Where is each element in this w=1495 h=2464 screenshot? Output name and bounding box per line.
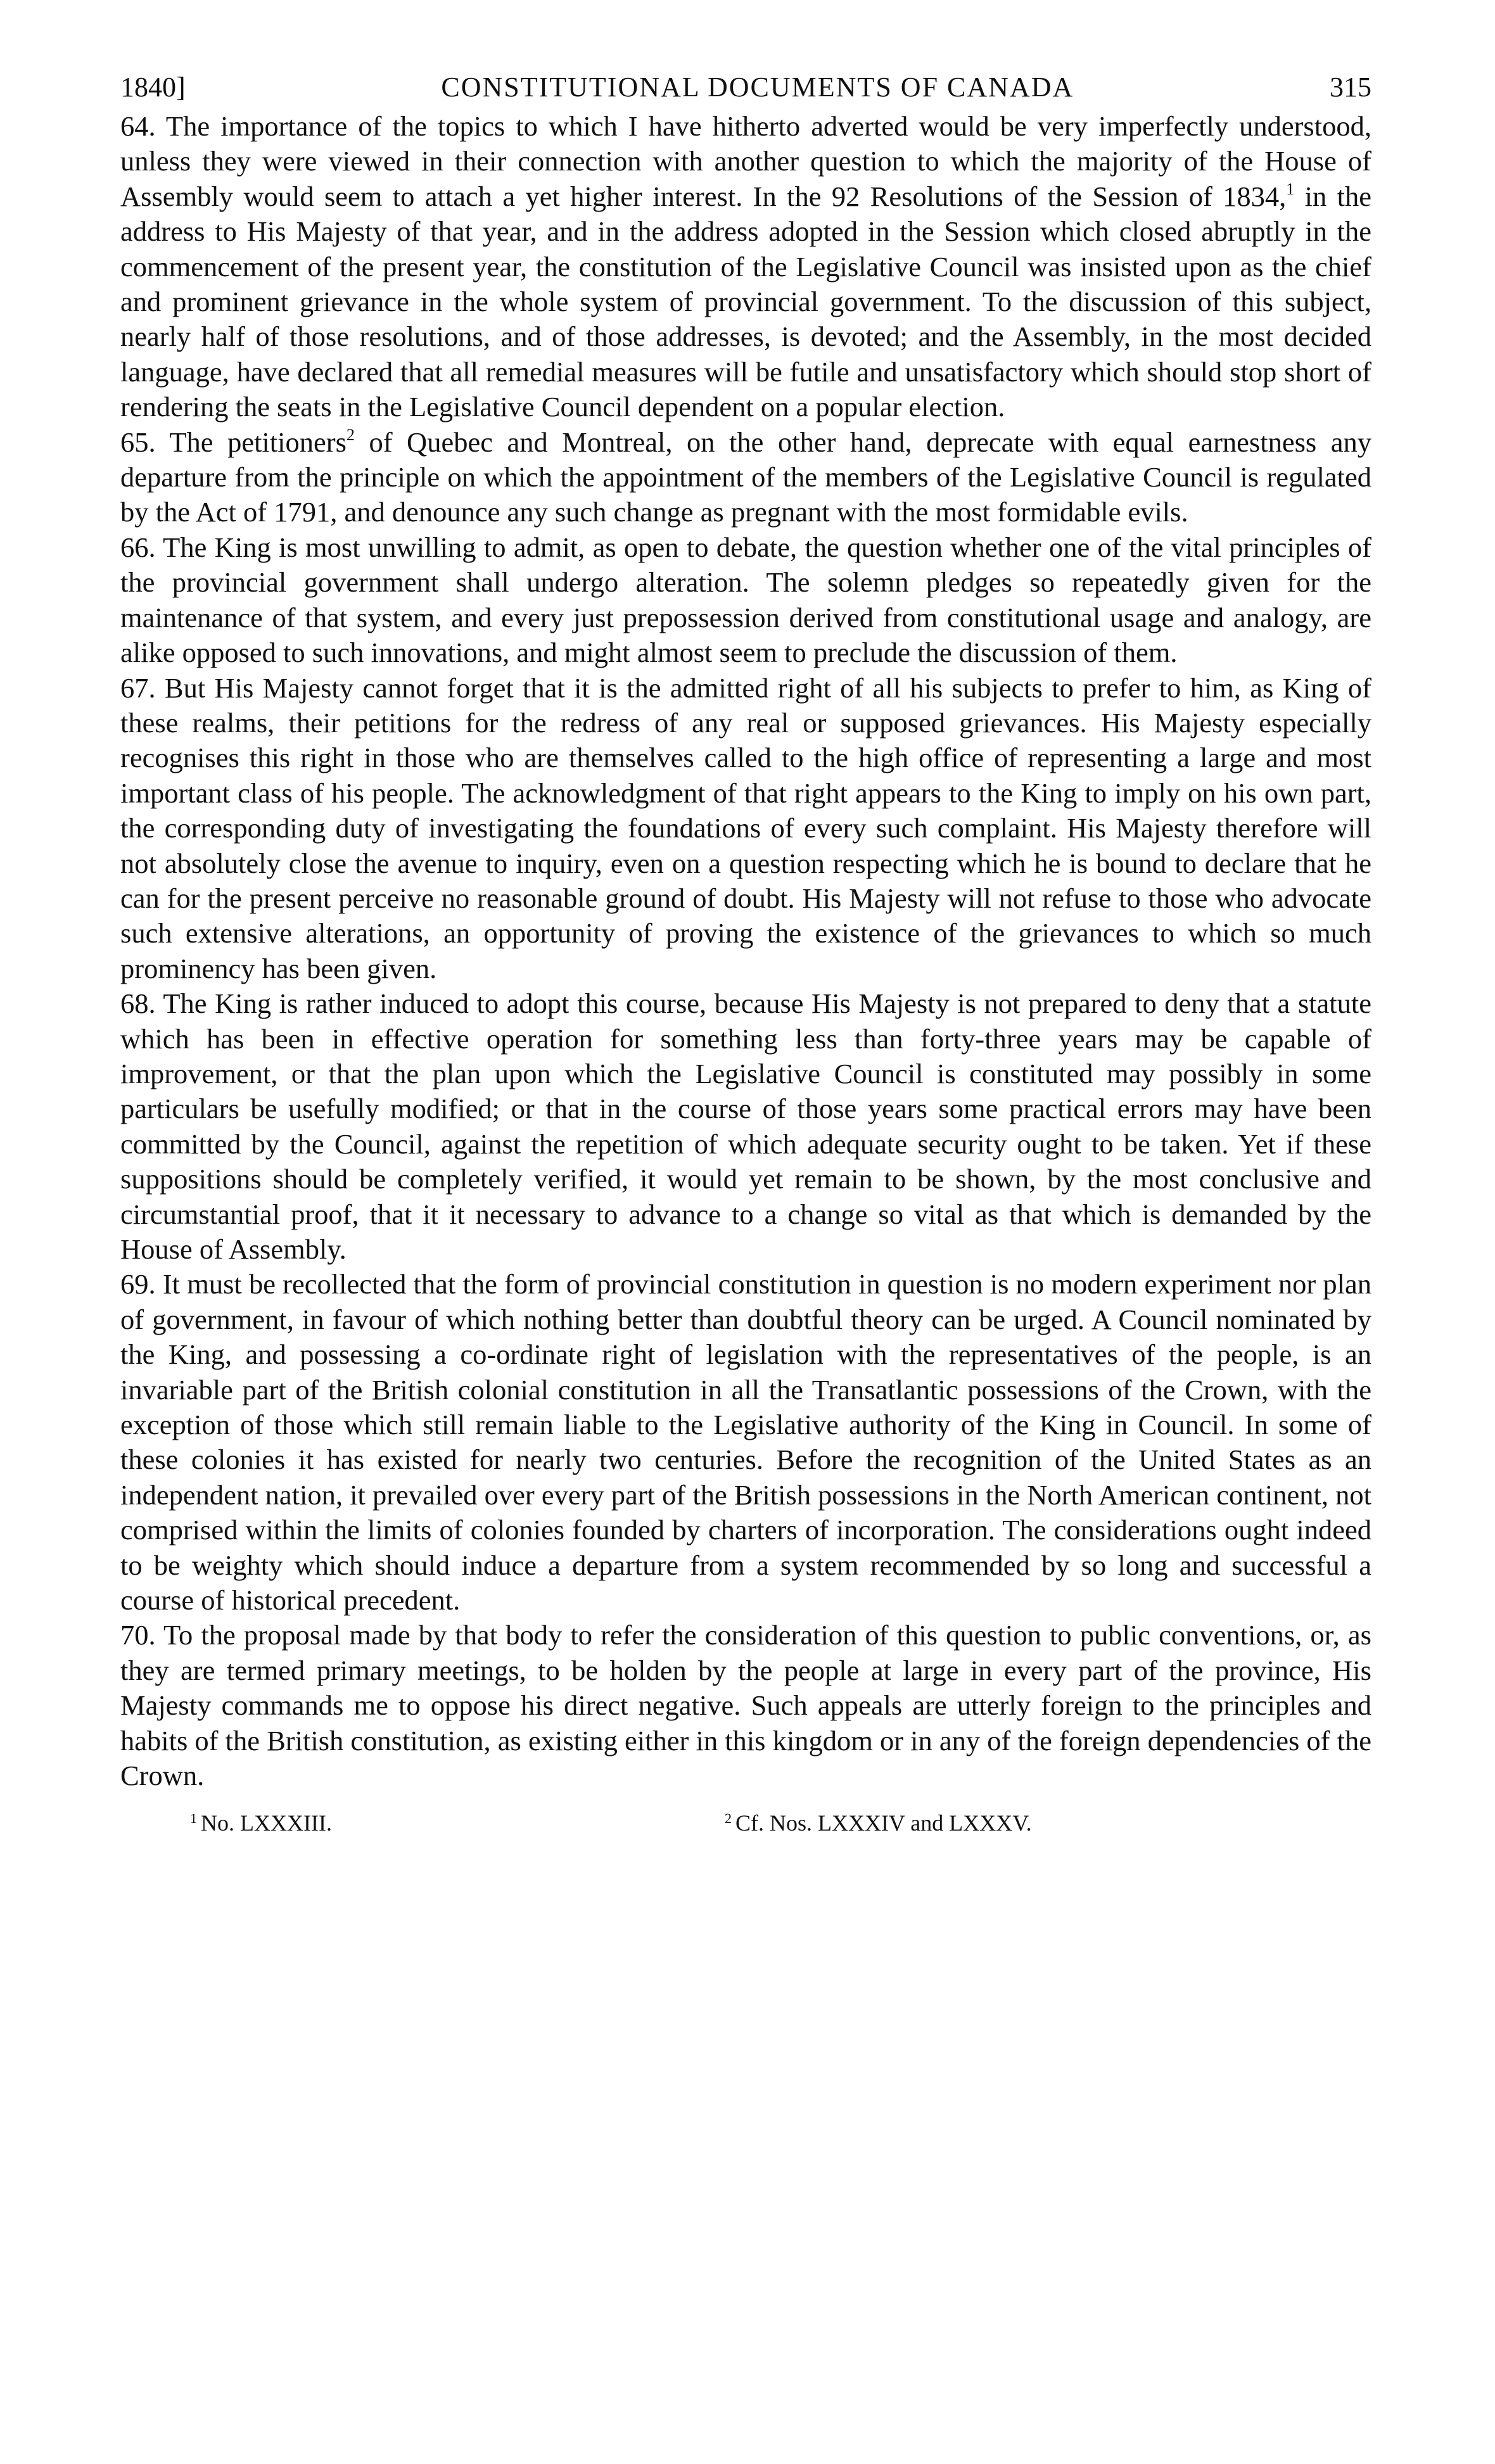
footnote-ref-2: 2 [346,425,355,444]
page-number: 315 [1329,72,1371,103]
header-year: 1840] [120,72,186,103]
document-page [120,70,1371,1839]
paragraph-65: 65. The petitioners$^2$ of Quebec and Montreal, on the other hand, deprecate with equal earnestness any departure from the principle on which the appointment of the members of the Legislative Council is regulated by the Act of 1791, and denounce any such change as pregnant with the most formidable evils. [120,425,1371,528]
running-header [120,70,1371,109]
footnote-1: $^1$ No. LXXXIII. [190,1810,332,1836]
header-title: CONSTITUTIONAL DOCUMENTS OF CANADA [441,72,1074,103]
body-text [120,109,1371,1794]
paragraph-67: 67. But His Majesty cannot forget that it is the admitted right of all his subjects to prefer to him, as King of these realms, their petitions for the redress of any real or supposed grievances. His Majesty especially recognises this right in those who are themselves called to the high office of representing a large and most important class of his people. The acknowledgment of that right appears to the King to imply on his own part, the corresponding duty of investigating the foundations of every such complaint. His Majesty therefore will not absolutely close the avenue to inquiry, even on a question respecting which he is bound to declare that he can for the present perceive no reasonable ground of doubt. His Majesty will not refuse to those who advocate such extensive alterations, an opportunity of proving the existence of the grievances to which so much prominency has been given. [120,671,1371,984]
footnotes [120,1803,1371,1839]
footnote-ref-1: 1 [1286,179,1295,198]
paragraph-69: 69. It must be recollected that the form of provincial constitution in question is no modern experiment nor plan of government, in favour of which nothing better than doubtful theory can be urged. A Council nominated by the King, and possessing a co-ordinate right of legislation with the representatives of the people, is an invariable part of the British colonial constitution in all the Transatlantic possessions of the Crown, with the exception of those which still remain liable to the Legislative authority of the King in Council. In some of these colonies it has existed for nearly two centuries. Before the recognition of the United States as an independent nation, it prevailed over every part of the British possessions in the North American continent, not comprised within the limits of colonies founded by charters of incorporation. The considerations ought indeed to be weighty which should induce a departure from a system recommended by so long and successful a course of historical precedent. [120,1268,1371,1616]
paragraph-70: 70. To the proposal made by that body to refer the consideration of this question to public conventions, or, as they are termed primary meetings, to be holden by the people at large in every part of the province, His Majesty commands me to oppose his direct negative. Such appeals are utterly foreign to the principles and habits of the British constitution, as existing either in this kingdom or in any of the foreign dependencies of the Crown. [120,1619,1371,1792]
paragraph-68: 68. The King is rather induced to adopt this course, because His Majesty is not prepared to deny that a statute which has been in effective operation for something less than forty-three years may be capable of improvement, or that the plan upon which the Legislative Council is constituted may possibly in some particulars be usefully modified; or that in the course of those years some practical errors may have been committed by the Council, against the repetition of which adequate security ought to be taken. Yet if these suppositions should be completely verified, it would yet remain to be shown, by the most conclusive and circumstantial proof, that it it necessary to advance to a change so vital as that which is demanded by the House of Assembly. [120,988,1371,1265]
paragraph-66: 66. The King is most unwilling to admit, as open to debate, the question whether one of the vital principles of the provincial government shall undergo alteration. The solemn pledges so repeatedly given for the maintenance of that system, and every just prepossession derived from constitutional usage and analogy, are alike opposed to such innovations, and might almost seem to preclude the discussion of them. [120,531,1371,669]
paragraph-64: 64. The importance of the topics to which I have hitherto adverted would be very imperfectly understood, unless they were viewed in their connection with another question to which the majority of the House of Assembly would seem to attach a yet higher interest. In the 92 Resolutions of the Session of 1834,$^1$ in the address to His Majesty of that year, and in the address adopted in the Session which closed abruptly in the commencement of the present year, the constitution of the Legislative Council was insisted upon as the chief and prominent grievance in the whole system of provincial government. To the discussion of this subject, nearly half of those resolutions, and of those addresses, is devoted; and the Assembly, in the most decided language, have declared that all remedial measures will be futile and unsatisfactory which should stop short of rendering the seats in the Legislative Council dependent on a popular election. [120,110,1371,423]
footnote-2: $^2$ Cf. Nos. LXXXIV and LXXXV. [724,1810,1032,1836]
